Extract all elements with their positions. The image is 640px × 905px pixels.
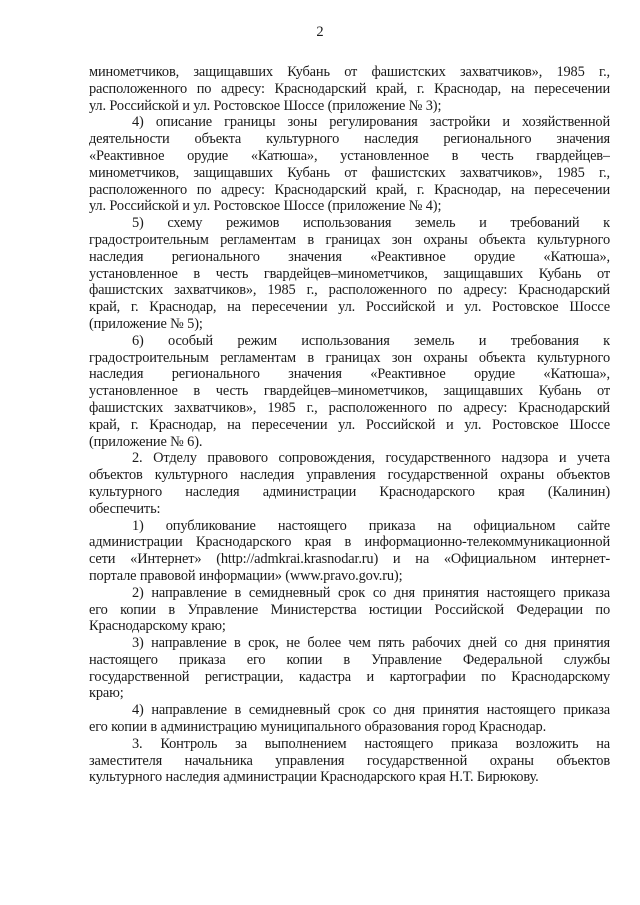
paragraph-sub-2 bbox=[89, 585, 610, 635]
text-line: «Реактивное орудие «Катюша», установленное в честь гвардейцев– bbox=[89, 147, 610, 164]
paragraph-item-5 bbox=[89, 215, 610, 333]
text-line: наследия регионального значения «Реактивное орудие «Катюша», bbox=[89, 248, 610, 265]
text-line: расположенного по адресу: Краснодарский край, г. Краснодар, на пересечении bbox=[89, 181, 610, 198]
text-line: 4) описание границы зоны регулирования застройки и хозяйственной bbox=[132, 114, 610, 131]
text-line: установленное в честь гвардейцев–минометчиков, защищавших Кубань от bbox=[89, 265, 610, 282]
text-line: государственной регистрации, кадастра и картографии по Краснодарскому bbox=[89, 668, 610, 685]
text-line: 3) направление в срок, не более чем пять рабочих дней со дня принятия bbox=[132, 635, 610, 652]
text-line: Краснодарскому краю; bbox=[89, 618, 226, 635]
text-line: фашистских захватчиков», 1985 г., расположенного по адресу: Краснодарский bbox=[89, 282, 610, 299]
text-line: фашистских захватчиков», 1985 г., расположенного по адресу: Краснодарский bbox=[89, 399, 610, 416]
paragraph-section-2 bbox=[89, 450, 610, 517]
text-line: сети «Интернет» (http://admkrai.krasnodar.ru) и на «Официальном интернет- bbox=[89, 551, 610, 568]
text-line: наследия регионального значения «Реактивное орудие «Катюша», bbox=[89, 366, 610, 383]
text-line: 3. Контроль за выполнением настоящего приказа возложить на bbox=[132, 735, 610, 752]
paragraph-item-4 bbox=[89, 114, 610, 215]
text-line: культурного наследия администрации Краснодарского края Н.Т. Бирюкову. bbox=[89, 769, 539, 786]
text-line: культурного наследия администрации Краснодарского края (Калинин) bbox=[89, 483, 610, 500]
paragraph-item-6 bbox=[89, 333, 610, 451]
text-line: деятельности объекта культурного наследия регионального значения bbox=[89, 131, 610, 148]
paragraph-section-3 bbox=[89, 736, 610, 786]
text-line: краю; bbox=[89, 685, 124, 702]
text-line: 2. Отделу правового сопровождения, государственного надзора и учета bbox=[132, 450, 610, 467]
text-line: обеспечить: bbox=[89, 500, 161, 517]
page-number: 2 bbox=[316, 24, 324, 40]
text-line: администрации Краснодарского края в информационно-телекоммуникационной bbox=[89, 534, 610, 551]
paragraph-sub-1 bbox=[89, 518, 610, 585]
text-line: 2) направление в семидневный срок со дня принятия настоящего приказа bbox=[132, 584, 610, 601]
text-line: (приложение № 6). bbox=[89, 433, 203, 450]
document-body bbox=[89, 64, 610, 786]
text-line: 4) направление в семидневный срок со дня принятия настоящего приказа bbox=[132, 702, 610, 719]
text-line: край, г. Краснодар, на пересечении ул. Российской и ул. Ростовское Шоссе bbox=[89, 416, 610, 433]
text-line: установленное в честь гвардейцев–минометчиков, защищавших Кубань от bbox=[89, 383, 610, 400]
text-line: объектов культурного наследия управления государственной охраны объектов bbox=[89, 467, 610, 484]
text-line: градостроительным регламентам в границах зон охраны объекта культурного bbox=[89, 231, 610, 248]
text-line: его копии в Управление Министерства юстиции Российской Федерации по bbox=[89, 601, 610, 618]
text-line: ул. Российской и ул. Ростовское Шоссе (приложение № 3); bbox=[89, 97, 442, 114]
text-line: заместителя начальника управления государственной охраны объектов bbox=[89, 752, 610, 769]
text-line: минометчиков, защищавших Кубань от фашистских захватчиков», 1985 г., bbox=[89, 164, 610, 181]
text-line: 1) опубликование настоящего приказа на официальном сайте bbox=[132, 517, 610, 534]
text-line: расположенного по адресу: Краснодарский край, г. Краснодар, на пересечении bbox=[89, 80, 610, 97]
paragraph-sub-4 bbox=[89, 702, 610, 736]
text-line: портале правовой информации» (www.pravo.gov.ru); bbox=[89, 567, 403, 584]
text-line: минометчиков, защищавших Кубань от фашистских захватчиков», 1985 г., bbox=[89, 64, 610, 80]
paragraph-sub-3 bbox=[89, 635, 610, 702]
text-line: 5) схему режимов использования земель и требований к bbox=[132, 215, 610, 232]
text-line: (приложение № 5); bbox=[89, 315, 203, 332]
text-line: ул. Российской и ул. Ростовское Шоссе (приложение № 4); bbox=[89, 198, 442, 215]
text-line: край, г. Краснодар, на пересечении ул. Российской и ул. Ростовское Шоссе bbox=[89, 299, 610, 316]
text-line: градостроительным регламентам в границах зон охраны объекта культурного bbox=[89, 349, 610, 366]
text-line: его копии в администрацию муниципального образования город Краснодар. bbox=[89, 719, 547, 736]
text-line: 6) особый режим использования земель и требования к bbox=[132, 332, 610, 349]
text-line: настоящего приказа его копии в Управление Федеральной службы bbox=[89, 651, 610, 668]
paragraph-continuation bbox=[89, 64, 610, 114]
